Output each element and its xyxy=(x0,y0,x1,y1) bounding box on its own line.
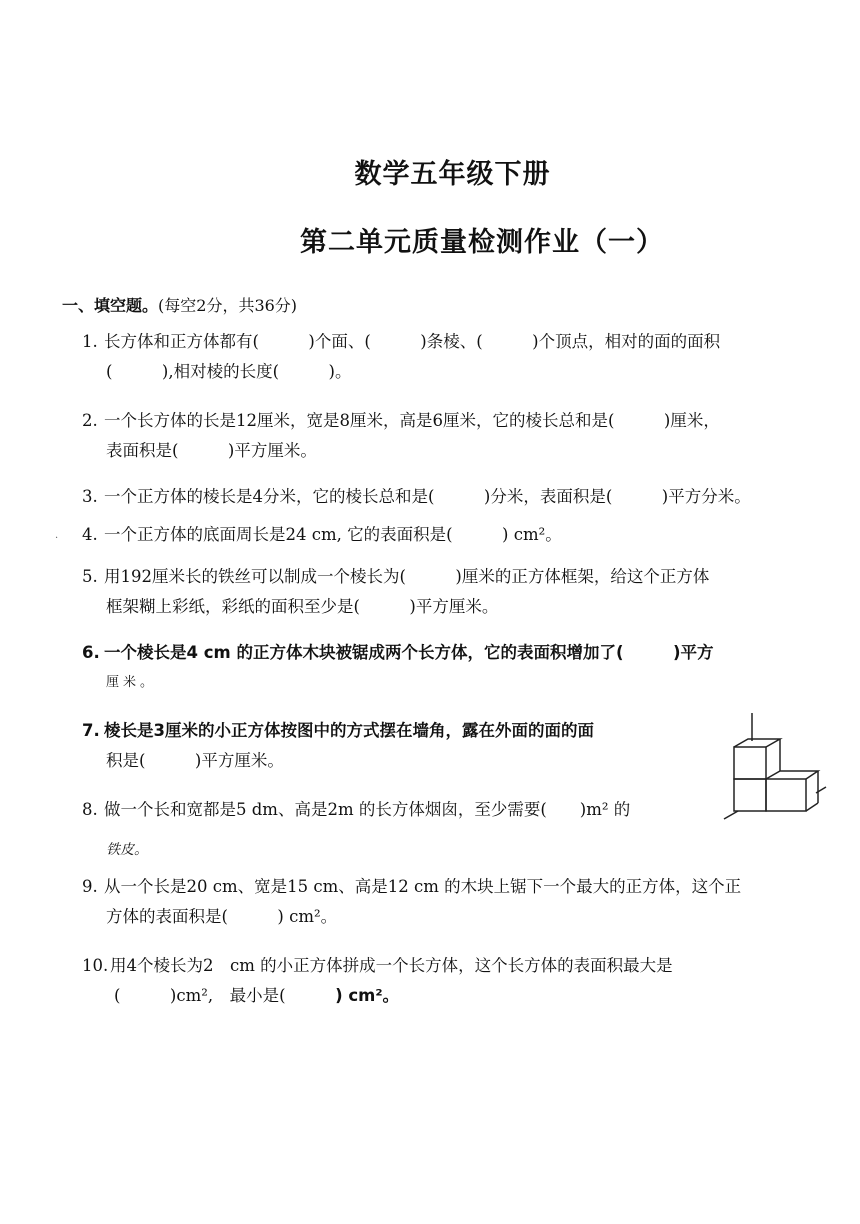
question-number: 7. xyxy=(82,721,100,740)
margin-mark: · xyxy=(55,533,59,544)
question-6 xyxy=(82,638,827,698)
question-text: 长方体和正方体都有( )个面、( )条棱、( )个顶点，相对的面的面积 xyxy=(104,332,721,351)
question-number: 8. xyxy=(82,800,98,819)
question-text: 一个正方体的底面周长是24 cm, 它的表面积是( ) cm²。 xyxy=(104,525,562,544)
question-10 xyxy=(82,951,827,1011)
question-1 xyxy=(82,327,827,387)
question-number: 1. xyxy=(82,332,98,351)
cube-corner-drawing xyxy=(724,713,826,819)
question-5 xyxy=(82,562,827,622)
question-text-cont: 框架糊上彩纸，彩纸的面积至少是( )平方厘米。 xyxy=(106,597,499,616)
section-label: 一、填空题。 xyxy=(62,296,159,315)
question-2 xyxy=(82,406,827,466)
question-9 xyxy=(82,872,827,932)
question-text-cont: 铁皮。 xyxy=(106,842,148,858)
question-text: 用192厘米长的铁丝可以制成一个棱长为( )厘米的正方体框架，给这个正方体 xyxy=(104,567,710,586)
section-note: (每空2分，共36分) xyxy=(158,296,298,315)
question-text: 一个长方体的长是12厘米，宽是8厘米，高是6厘米，它的棱长总和是( )厘米， xyxy=(104,411,720,430)
question-number: 3. xyxy=(82,487,98,506)
question-text: 从一个长是20 cm、宽是15 cm、高是12 cm 的木块上锯下一个最大的正方体，这个正 xyxy=(104,877,742,896)
question-number: 2. xyxy=(82,411,98,430)
cube-corner-figure xyxy=(718,713,828,823)
question-number: 4. xyxy=(82,525,98,544)
question-8 xyxy=(82,795,712,865)
question-text-cont: 表面积是( )平方厘米。 xyxy=(106,441,317,460)
question-number: 6. xyxy=(82,643,100,662)
question-text: 用4个棱长为2 cm 的小正方体拼成一个长方体，这个长方体的表面积最大是 xyxy=(110,956,673,975)
question-number: 10. xyxy=(82,956,109,975)
question-text: 做一个长和宽都是5 dm、高是2m 的长方体烟囱，至少需要( )m² 的 xyxy=(104,800,631,819)
question-text-cont: ( )cm², 最小是( xyxy=(114,986,286,1005)
page-title: 数学五年级下册 xyxy=(354,159,551,190)
question-number: 9. xyxy=(82,877,98,896)
question-text-cont-bold: ) cm²。 xyxy=(285,986,400,1005)
question-text-cont: 积是( )平方厘米。 xyxy=(106,751,284,770)
question-text: 棱长是3厘米的小正方体按图中的方式摆在墙角，露在外面的面的面 xyxy=(104,721,594,740)
question-text-cont: 厘米。 xyxy=(106,675,158,690)
section-heading xyxy=(62,293,297,316)
question-3 xyxy=(82,482,827,512)
question-4 xyxy=(82,520,827,550)
question-number: 5. xyxy=(82,567,98,586)
question-7 xyxy=(82,716,712,776)
page-subtitle: 第二单元质量检测作业（一） xyxy=(300,227,664,258)
question-text: 一个正方体的棱长是4分米，它的棱长总和是( )分米，表面积是( )平方分米。 xyxy=(104,487,751,506)
question-text-cont: 方体的表面积是( ) cm²。 xyxy=(106,907,338,926)
question-text: 一个棱长是4 cm 的正方体木块被锯成两个长方体，它的表面积增加了( )平方 xyxy=(104,643,714,662)
question-text-cont: ( ),相对棱的长度( )。 xyxy=(106,362,352,381)
